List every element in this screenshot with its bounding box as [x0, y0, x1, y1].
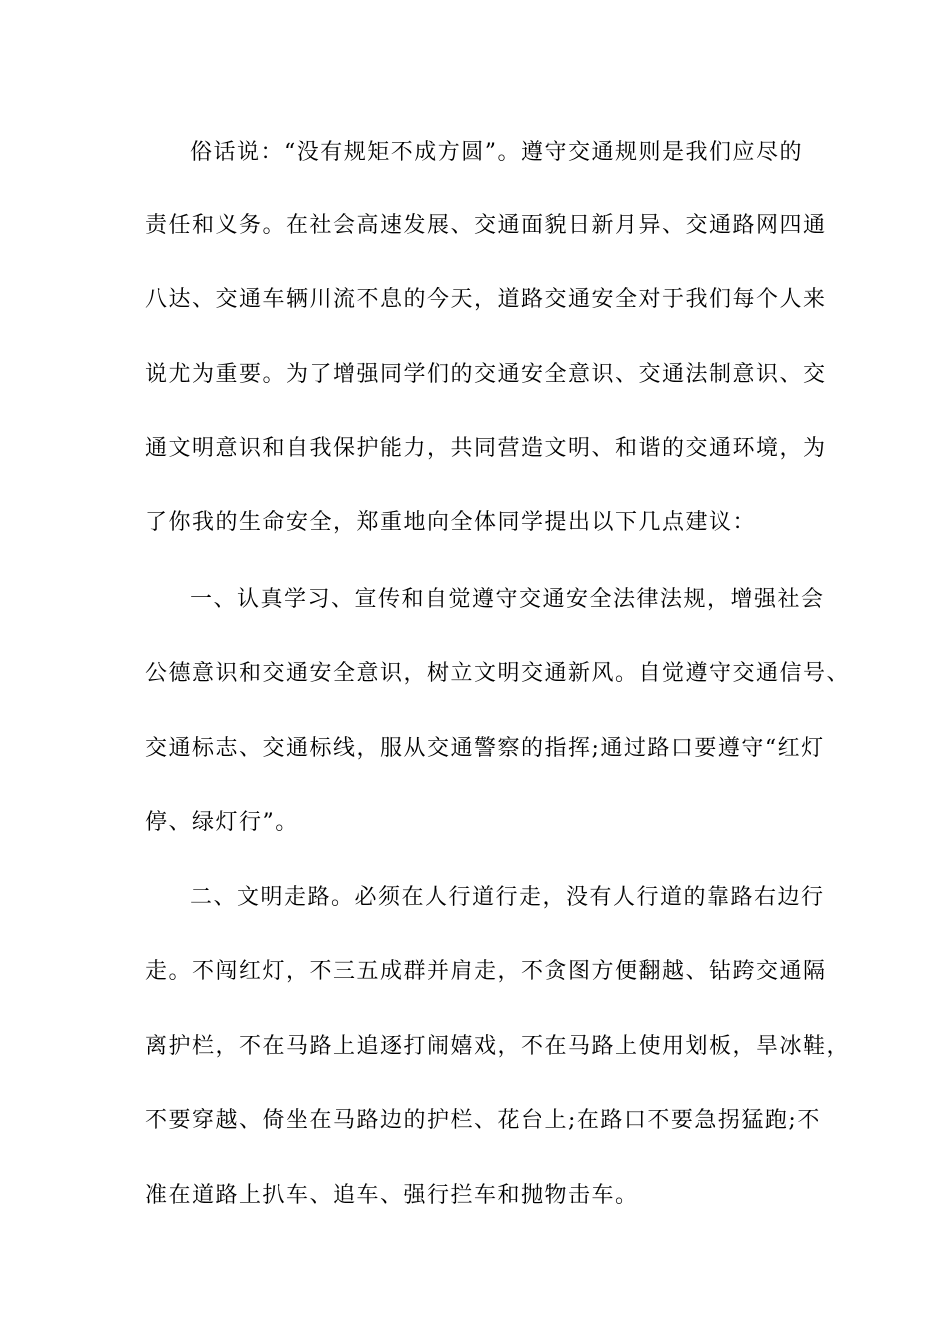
paragraph-2-line-2: 公德意识和交通安全意识，树立文明交通新风。自觉遵守交通信号、: [145, 661, 851, 686]
paragraph-2-line-1: 一、认真学习、宣传和自觉遵守交通安全法律法规，增强社会: [190, 587, 825, 612]
paragraph-3-line-3: 离护栏，不在马路上追逐打闹嬉戏，不在马路上使用划板，旱冰鞋，: [145, 1034, 851, 1059]
paragraph-2-line-3: 交通标志、交通标线，服从交通警察的指挥;通过路口要遵守“红灯: [145, 736, 825, 761]
paragraph-3-line-4: 不要穿越、倚坐在马路边的护栏、花台上;在路口不要急拐猛跑;不: [145, 1108, 821, 1133]
paragraph-2-line-4: 停、绿灯行”。: [145, 810, 299, 835]
paragraph-1-line-4: 说尤为重要。为了增强同学们的交通安全意识、交通法制意识、交: [145, 362, 827, 387]
paragraph-1-line-5: 通文明意识和自我保护能力，共同营造文明、和谐的交通环境，为: [145, 436, 827, 461]
paragraph-3-line-1: 二、文明走路。必须在人行道行走，没有人行道的靠路右边行: [190, 885, 825, 910]
paragraph-1-line-3: 八达、交通车辆川流不息的今天，道路交通安全对于我们每个人来: [145, 287, 827, 312]
paragraph-3-line-5: 准在道路上扒车、追车、强行拦车和抛物击车。: [145, 1183, 639, 1208]
paragraph-1-line-1: 俗话说：“没有规矩不成方圆”。遵守交通规则是我们应尽的: [190, 140, 803, 165]
paragraph-3-line-2: 走。不闯红灯，不三五成群并肩走，不贪图方便翻越、钻跨交通隔: [145, 959, 827, 984]
paragraph-1-line-6: 了你我的生命安全，郑重地向全体同学提出以下几点建议：: [145, 510, 757, 535]
paragraph-1-line-2: 责任和义务。在社会高速发展、交通面貌日新月异、交通路网四通: [145, 213, 827, 238]
